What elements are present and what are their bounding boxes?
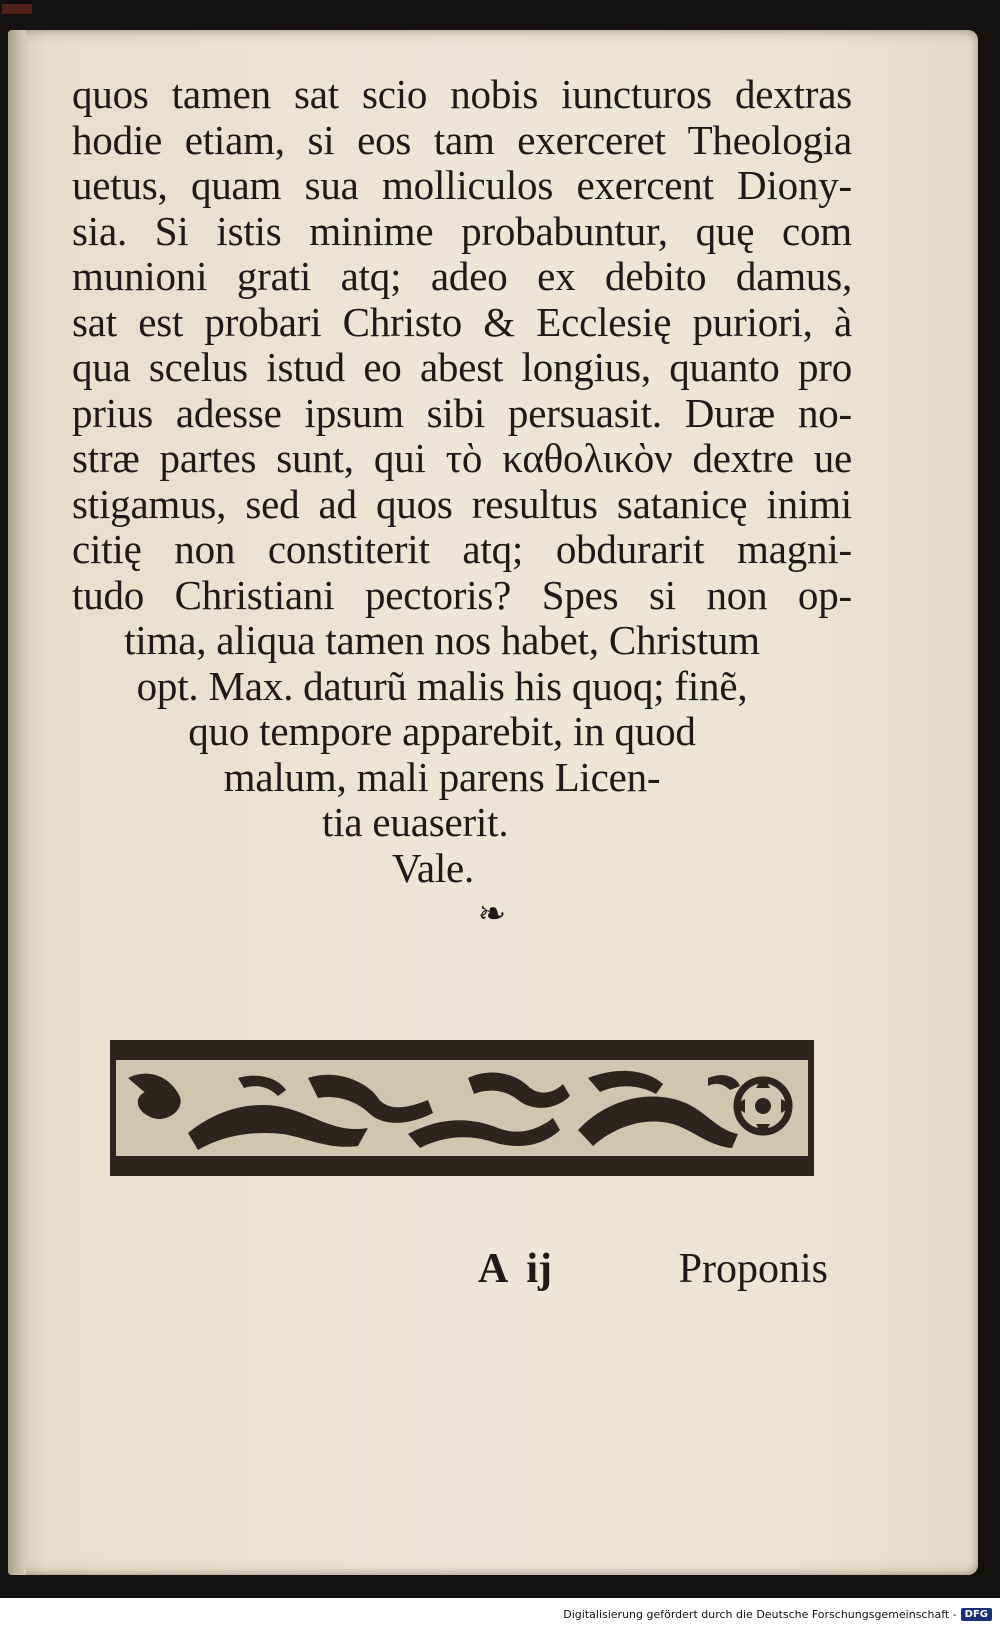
text-line: uetus, quam sua molliculos exercent Diony- <box>72 162 852 208</box>
body-text <box>72 72 852 935</box>
catchword: Proponis <box>678 1246 828 1292</box>
text-line: tia euaserit. <box>322 799 509 845</box>
text-line: malum, mali parens Licen- <box>223 753 661 800</box>
digitization-footer <box>563 1608 992 1621</box>
signature-number: ij <box>526 1246 552 1292</box>
signature-mark: A <box>478 1246 509 1292</box>
footer-text: Digitalisierung gefördert durch die Deutsche Forschungsgemeinschaft - <box>563 1608 957 1621</box>
text-line: opt. Max. daturũ malis his quoq; finẽ, <box>136 662 748 709</box>
text-line: quo tempore apparebit, in quod <box>188 708 696 754</box>
woodcut-border-ornament <box>108 1038 816 1178</box>
text-line: sia. Si istis minime probabuntur, quę com <box>72 207 852 254</box>
text-line: quos tamen sat scio nobis iuncturos dextras <box>72 71 852 117</box>
text-line: citię non constiterit atq; obdurarit magni- <box>72 526 852 572</box>
text-line: tima, aliqua tamen nos habet, Christum <box>124 617 760 663</box>
dfg-logo: DFG <box>961 1608 992 1621</box>
page-spine <box>8 30 26 1575</box>
page-signature-line <box>478 1245 828 1293</box>
text-line: stræ partes sunt, qui τὸ καθολικὸν dextre ue <box>72 435 852 481</box>
text-line: qua scelus istud eo abest longius, quanto pro <box>72 344 852 390</box>
text-line: tudo Christiani pectoris? Spes si non op- <box>72 571 852 618</box>
fleuron-ornament: ❧ <box>477 896 507 933</box>
text-line: stigamus, sed ad quos resultus satanicę inimi <box>72 480 852 527</box>
woodcut-panel <box>116 1052 808 1164</box>
text-line: sat est probari Christo & Ecclesię puriori, à <box>72 298 852 345</box>
scan-corner-mark <box>2 4 32 14</box>
text-line: prius adesse ipsum sibi persuasit. Duræ no- <box>72 389 852 436</box>
text-line: munioni grati atq; adeo ex debito damus, <box>72 253 852 299</box>
text-line: hodie etiam, si eos tam exerceret Theologia <box>72 116 852 163</box>
closing-vale: Vale. <box>392 844 475 891</box>
